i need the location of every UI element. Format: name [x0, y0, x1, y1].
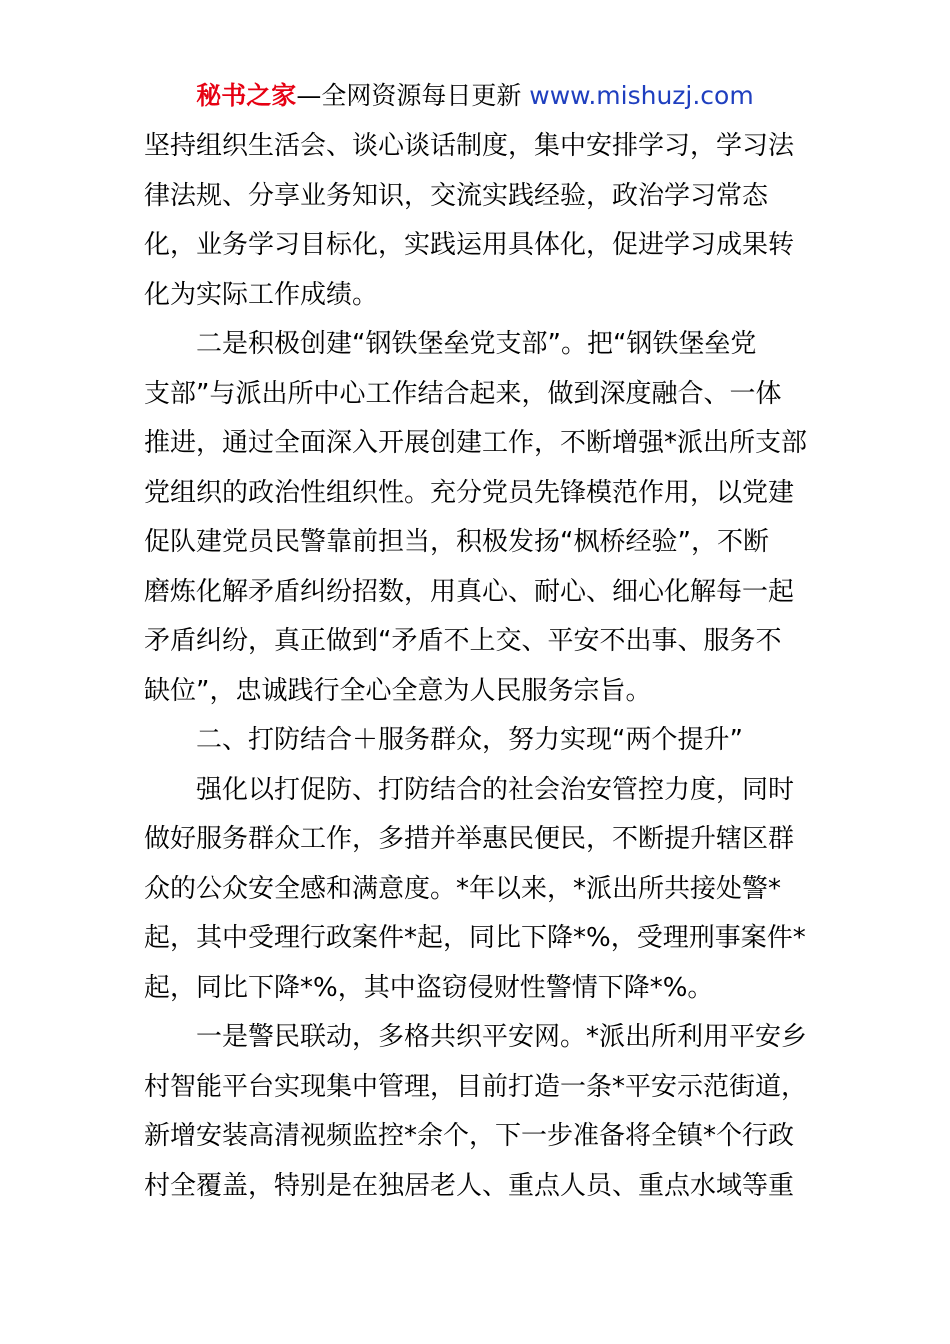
text-line: 化，业务学习目标化，实践运用具体化，促进学习成果转: [144, 230, 795, 260]
text-line: 党组织的政治性组织性。充分党员先锋模范作用，以党建: [144, 477, 795, 508]
document-body: [144, 122, 814, 1211]
section-heading: 二、打防结合＋服务群众，努力实现“两个提升”: [196, 725, 743, 755]
paragraph-start: 一是警民联动，多格共织平安网。*派出所利用平安乡: [196, 1022, 808, 1052]
text-line: 坚持组织生活会、谈心谈话制度，集中安排学习，学习法: [144, 131, 795, 161]
text-line: 促队建党员民警靠前担当，积极发扬“枫桥经验”，不断: [144, 527, 769, 557]
text-line: 村全覆盖，特别是在独居老人、重点人员、重点水域等重: [144, 1170, 795, 1201]
text-line: 起，其中受理行政案件*起，同比下降*%，受理刑事案件*: [144, 923, 806, 953]
text-line: 推进，通过全面深入开展创建工作，不断增强*派出所支部: [144, 428, 808, 458]
text-line: 支部”与派出所中心工作结合起来，做到深度融合、一体: [144, 378, 782, 409]
brand-name: 秘书之家: [196, 81, 297, 110]
text-line: 村智能平台实现集中管理，目前打造一条*平安示范街道，: [144, 1071, 808, 1102]
text-line: 起，同比下降*%，其中盗窃侵财性警情下降*%。: [144, 972, 714, 1003]
text-line: 磨炼化解矛盾纠纷招数，用真心、耐心、细心化解每一起: [144, 576, 795, 607]
text-line: 做好服务群众工作，多措并举惠民便民，不断提升辖区群: [144, 824, 795, 854]
text-line: 矛盾纠纷，真正做到“矛盾不上交、平安不出事、服务不: [144, 626, 782, 656]
site-header: [0, 78, 950, 114]
paragraph-start: 二是积极创建“钢铁堡垒党支部”。把“钢铁堡垒党: [196, 329, 757, 359]
text-line: 新增安装高清视频监控*余个，下一步准备将全镇*个行政: [144, 1121, 795, 1151]
text-line: 律法规、分享业务知识，交流实践经验，政治学习常态: [144, 180, 769, 211]
header-tagline: —全网资源每日更新: [296, 81, 522, 110]
text-line: 缺位”，忠诚践行全心全意为人民服务宗旨。: [144, 675, 652, 706]
paragraph-start: 强化以打促防、打防结合的社会治安管控力度，同时: [196, 774, 795, 805]
site-url[interactable]: www.mishuzj.com: [529, 81, 754, 110]
text-line: 众的公众安全感和满意度。*年以来，*派出所共接处警*: [144, 873, 782, 904]
text-line: 化为实际工作成绩。: [144, 279, 379, 310]
